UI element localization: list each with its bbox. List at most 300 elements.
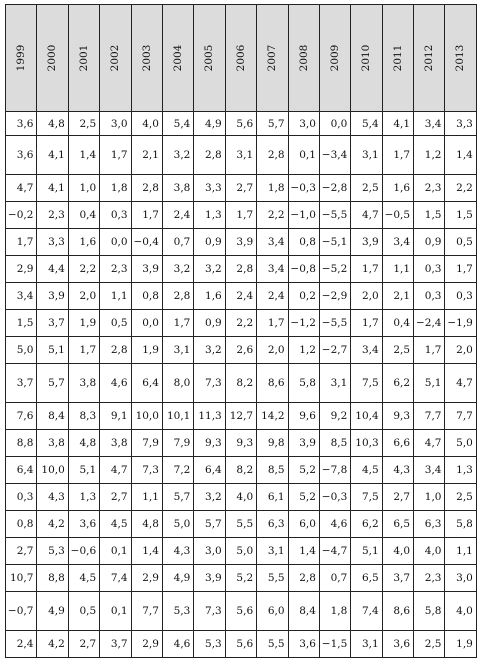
table-cell: 5,2 xyxy=(288,484,319,511)
table-cell: 3,7 xyxy=(6,364,37,403)
table-cell: −2,8 xyxy=(319,175,350,202)
table-cell: 3,9 xyxy=(131,256,162,283)
table-cell: 6,2 xyxy=(351,511,382,538)
column-header-label: 2006 xyxy=(234,44,247,72)
table-cell: 0,4 xyxy=(68,202,99,229)
table-cell: 3,4 xyxy=(257,256,288,283)
table-cell: 2,1 xyxy=(131,136,162,175)
table-cell: 1,3 xyxy=(68,484,99,511)
table-cell: 0,8 xyxy=(288,229,319,256)
table-row xyxy=(6,256,477,283)
column-header xyxy=(6,5,37,112)
table-cell: 3,8 xyxy=(100,430,131,457)
table-cell: 6,5 xyxy=(382,511,413,538)
column-header-label: 2002 xyxy=(109,44,122,72)
table-cell: 0,3 xyxy=(414,283,445,310)
table-cell: 1,0 xyxy=(414,484,445,511)
table-cell: −0,8 xyxy=(288,256,319,283)
table-cell: 3,9 xyxy=(225,229,256,256)
table-body xyxy=(6,112,477,658)
table-cell: −5,1 xyxy=(319,229,350,256)
table-cell: 3,4 xyxy=(414,457,445,484)
table-cell: 0,3 xyxy=(445,283,476,310)
table-row xyxy=(6,364,477,403)
table-cell: 3,4 xyxy=(6,283,37,310)
table-cell: 8,8 xyxy=(6,430,37,457)
table-cell: −5,2 xyxy=(319,256,350,283)
table-cell: 1,3 xyxy=(194,202,225,229)
table-cell: 1,7 xyxy=(6,229,37,256)
table-cell: 14,2 xyxy=(257,403,288,430)
table-cell: 3,1 xyxy=(257,538,288,565)
table-cell: 8,4 xyxy=(37,403,68,430)
table-cell: 7,7 xyxy=(445,403,476,430)
table-cell: 1,7 xyxy=(100,136,131,175)
table-cell: −0,7 xyxy=(6,592,37,631)
table-row xyxy=(6,457,477,484)
table-cell: 1,8 xyxy=(100,175,131,202)
column-header-label: 2005 xyxy=(203,44,216,72)
table-cell: 0,0 xyxy=(100,229,131,256)
table-cell: 2,9 xyxy=(131,565,162,592)
table-cell: 1,9 xyxy=(445,631,476,658)
table-cell: 5,2 xyxy=(288,457,319,484)
table-cell: −7,8 xyxy=(319,457,350,484)
table-cell: 5,6 xyxy=(225,631,256,658)
table-cell: 0,9 xyxy=(414,229,445,256)
table-cell: 5,3 xyxy=(162,592,193,631)
table-cell: −0,3 xyxy=(319,484,350,511)
table-cell: 1,7 xyxy=(351,310,382,337)
column-header xyxy=(131,5,162,112)
table-cell: 4,0 xyxy=(225,484,256,511)
table-cell: −0,6 xyxy=(68,538,99,565)
table-cell: 5,5 xyxy=(257,565,288,592)
table-cell: 4,0 xyxy=(131,112,162,136)
table-cell: 2,8 xyxy=(257,136,288,175)
table-cell: 1,1 xyxy=(445,538,476,565)
table-cell: 7,7 xyxy=(414,403,445,430)
table-row xyxy=(6,310,477,337)
table-cell: 2,8 xyxy=(288,565,319,592)
table-cell: 3,3 xyxy=(37,229,68,256)
table-cell: 5,7 xyxy=(257,112,288,136)
table-cell: 6,4 xyxy=(131,364,162,403)
table-cell: 8,5 xyxy=(319,430,350,457)
table-cell: 0,7 xyxy=(162,229,193,256)
column-header xyxy=(414,5,445,112)
table-cell: 2,8 xyxy=(225,256,256,283)
table-cell: 3,0 xyxy=(445,565,476,592)
table-cell: 3,4 xyxy=(257,229,288,256)
table-cell: 3,1 xyxy=(162,337,193,364)
table-row xyxy=(6,511,477,538)
table-cell: 2,8 xyxy=(162,283,193,310)
table-cell: 7,5 xyxy=(351,364,382,403)
table-cell: 12,7 xyxy=(225,403,256,430)
table-cell: 2,6 xyxy=(225,337,256,364)
table-cell: 5,8 xyxy=(414,592,445,631)
table-cell: 1,4 xyxy=(288,538,319,565)
table-cell: 0,9 xyxy=(194,229,225,256)
table-cell: 3,3 xyxy=(445,112,476,136)
table-cell: 4,7 xyxy=(445,364,476,403)
table-cell: 4,2 xyxy=(37,511,68,538)
table-cell: −1,2 xyxy=(288,310,319,337)
column-header-label: 2003 xyxy=(140,44,153,72)
table-cell: 3,0 xyxy=(194,538,225,565)
table-cell: 2,0 xyxy=(257,337,288,364)
table-cell: 10,4 xyxy=(351,403,382,430)
table-cell: 6,3 xyxy=(257,511,288,538)
table-cell: 2,0 xyxy=(445,337,476,364)
header-row xyxy=(6,5,477,112)
table-cell: 10,0 xyxy=(37,457,68,484)
table-cell: 2,4 xyxy=(257,283,288,310)
table-cell: 3,1 xyxy=(225,136,256,175)
table-cell: 4,5 xyxy=(351,457,382,484)
table-cell: 0,5 xyxy=(100,310,131,337)
table-cell: 3,0 xyxy=(100,112,131,136)
table-cell: 8,0 xyxy=(162,364,193,403)
table-cell: 4,7 xyxy=(100,457,131,484)
table-cell: 5,3 xyxy=(194,631,225,658)
table-cell: 4,0 xyxy=(414,538,445,565)
table-cell: 7,3 xyxy=(131,457,162,484)
column-header-label: 2004 xyxy=(172,44,185,72)
table-cell: −1,9 xyxy=(445,310,476,337)
table-cell: 7,4 xyxy=(351,592,382,631)
table-row xyxy=(6,484,477,511)
table-cell: 2,8 xyxy=(100,337,131,364)
table-cell: 2,2 xyxy=(257,202,288,229)
table-cell: 5,1 xyxy=(68,457,99,484)
table-cell: 0,7 xyxy=(319,565,350,592)
table-cell: 2,3 xyxy=(37,202,68,229)
table-cell: 1,5 xyxy=(414,202,445,229)
table-cell: 4,3 xyxy=(162,538,193,565)
table-cell: 3,4 xyxy=(382,229,413,256)
table-row xyxy=(6,175,477,202)
table-cell: 6,2 xyxy=(382,364,413,403)
column-header-label: 2007 xyxy=(266,44,279,72)
table-cell: 7,9 xyxy=(162,430,193,457)
table-cell: 1,9 xyxy=(131,337,162,364)
table-cell: 4,6 xyxy=(162,631,193,658)
table-cell: 0,1 xyxy=(100,592,131,631)
data-table-container xyxy=(5,4,477,658)
table-cell: 8,2 xyxy=(225,364,256,403)
table-cell: 5,1 xyxy=(351,538,382,565)
table-cell: 3,6 xyxy=(382,631,413,658)
table-cell: −4,7 xyxy=(319,538,350,565)
table-cell: 2,8 xyxy=(131,175,162,202)
table-cell: 3,7 xyxy=(100,631,131,658)
table-cell: 2,5 xyxy=(68,112,99,136)
table-cell: 4,3 xyxy=(37,484,68,511)
table-cell: 1,6 xyxy=(382,175,413,202)
table-cell: 7,5 xyxy=(351,484,382,511)
table-cell: 1,6 xyxy=(194,283,225,310)
table-cell: 1,4 xyxy=(445,136,476,175)
table-header xyxy=(6,5,477,112)
table-cell: 4,1 xyxy=(382,112,413,136)
table-cell: 5,1 xyxy=(414,364,445,403)
table-cell: 1,3 xyxy=(445,457,476,484)
table-cell: 4,4 xyxy=(37,256,68,283)
table-cell: 5,0 xyxy=(225,538,256,565)
table-cell: 1,1 xyxy=(100,283,131,310)
table-cell: 3,9 xyxy=(37,283,68,310)
table-cell: 0,3 xyxy=(100,202,131,229)
table-cell: 2,5 xyxy=(382,337,413,364)
table-cell: 4,5 xyxy=(68,565,99,592)
table-cell: 2,7 xyxy=(6,538,37,565)
table-cell: 0,9 xyxy=(194,310,225,337)
table-row xyxy=(6,592,477,631)
table-cell: 3,4 xyxy=(414,112,445,136)
table-cell: 4,1 xyxy=(37,175,68,202)
table-cell: 8,8 xyxy=(37,565,68,592)
table-cell: 6,3 xyxy=(414,511,445,538)
table-cell: −5,5 xyxy=(319,310,350,337)
table-cell: 2,0 xyxy=(351,283,382,310)
table-cell: 8,6 xyxy=(257,364,288,403)
column-header xyxy=(288,5,319,112)
table-cell: 5,0 xyxy=(162,511,193,538)
table-row xyxy=(6,631,477,658)
table-cell: 6,0 xyxy=(288,511,319,538)
table-row xyxy=(6,136,477,175)
table-cell: 5,6 xyxy=(225,592,256,631)
table-cell: 0,0 xyxy=(131,310,162,337)
table-cell: −0,3 xyxy=(288,175,319,202)
table-cell: 4,7 xyxy=(351,202,382,229)
table-cell: 2,8 xyxy=(194,136,225,175)
table-cell: 1,2 xyxy=(288,337,319,364)
table-cell: 1,9 xyxy=(68,310,99,337)
column-header xyxy=(257,5,288,112)
table-cell: 8,4 xyxy=(288,592,319,631)
table-cell: 3,4 xyxy=(351,337,382,364)
table-cell: 3,9 xyxy=(288,430,319,457)
table-cell: 3,2 xyxy=(194,337,225,364)
table-cell: 1,8 xyxy=(257,175,288,202)
table-cell: 2,4 xyxy=(225,283,256,310)
column-header-label: 2008 xyxy=(297,44,310,72)
table-cell: 1,4 xyxy=(68,136,99,175)
table-cell: 2,1 xyxy=(382,283,413,310)
table-cell: 5,7 xyxy=(194,511,225,538)
data-table xyxy=(5,4,477,658)
table-cell: −2,7 xyxy=(319,337,350,364)
table-cell: 2,9 xyxy=(6,256,37,283)
table-cell: 2,4 xyxy=(6,631,37,658)
table-cell: 5,2 xyxy=(225,565,256,592)
table-cell: 3,8 xyxy=(162,175,193,202)
table-cell: 6,0 xyxy=(257,592,288,631)
column-header-label: 2012 xyxy=(423,44,436,72)
table-cell: 1,5 xyxy=(6,310,37,337)
table-cell: 5,0 xyxy=(445,430,476,457)
table-cell: 0,5 xyxy=(68,592,99,631)
table-cell: 1,4 xyxy=(131,538,162,565)
table-cell: 5,7 xyxy=(37,364,68,403)
table-cell: 3,7 xyxy=(382,565,413,592)
table-cell: 6,4 xyxy=(194,457,225,484)
table-cell: 1,2 xyxy=(414,136,445,175)
table-cell: 0,4 xyxy=(382,310,413,337)
table-cell: 3,8 xyxy=(68,364,99,403)
table-row xyxy=(6,283,477,310)
table-cell: 3,0 xyxy=(288,112,319,136)
table-cell: 8,3 xyxy=(68,403,99,430)
table-cell: 5,6 xyxy=(225,112,256,136)
table-cell: 4,9 xyxy=(37,592,68,631)
table-cell: 0,5 xyxy=(445,229,476,256)
table-cell: 9,8 xyxy=(257,430,288,457)
table-cell: 7,6 xyxy=(6,403,37,430)
column-header xyxy=(319,5,350,112)
table-row xyxy=(6,229,477,256)
table-cell: 3,7 xyxy=(37,310,68,337)
table-cell: 2,7 xyxy=(100,484,131,511)
table-cell: 3,6 xyxy=(68,511,99,538)
table-cell: 5,3 xyxy=(37,538,68,565)
table-cell: −0,4 xyxy=(131,229,162,256)
column-header-label: 2013 xyxy=(454,44,467,72)
table-cell: 5,0 xyxy=(6,337,37,364)
table-cell: 3,9 xyxy=(351,229,382,256)
column-header xyxy=(351,5,382,112)
table-cell: −0,5 xyxy=(382,202,413,229)
table-cell: 9,3 xyxy=(194,430,225,457)
column-header-label: 2000 xyxy=(46,44,59,72)
table-cell: 4,9 xyxy=(162,565,193,592)
table-cell: 1,0 xyxy=(68,175,99,202)
column-header-label: 2009 xyxy=(329,44,342,72)
table-row xyxy=(6,202,477,229)
table-row xyxy=(6,112,477,136)
table-cell: 6,5 xyxy=(351,565,382,592)
table-cell: 8,6 xyxy=(382,592,413,631)
table-cell: 4,6 xyxy=(319,511,350,538)
table-cell: 2,3 xyxy=(100,256,131,283)
table-cell: 4,0 xyxy=(382,538,413,565)
table-cell: 4,2 xyxy=(37,631,68,658)
table-cell: 3,1 xyxy=(351,631,382,658)
table-cell: 3,8 xyxy=(37,430,68,457)
table-cell: 3,3 xyxy=(194,175,225,202)
table-cell: 4,9 xyxy=(194,112,225,136)
table-cell: 2,7 xyxy=(382,484,413,511)
table-cell: 2,0 xyxy=(68,283,99,310)
table-cell: 2,9 xyxy=(131,631,162,658)
table-cell: 1,7 xyxy=(414,337,445,364)
table-cell: 1,1 xyxy=(382,256,413,283)
table-cell: 7,3 xyxy=(194,592,225,631)
table-cell: 0,8 xyxy=(6,511,37,538)
table-cell: 1,6 xyxy=(68,229,99,256)
table-cell: 2,3 xyxy=(414,565,445,592)
table-cell: 10,0 xyxy=(131,403,162,430)
column-header xyxy=(225,5,256,112)
table-cell: 10,1 xyxy=(162,403,193,430)
table-cell: 1,7 xyxy=(225,202,256,229)
table-cell: 3,6 xyxy=(288,631,319,658)
table-cell: 0,8 xyxy=(131,283,162,310)
table-cell: 0,2 xyxy=(288,283,319,310)
table-cell: 3,1 xyxy=(351,136,382,175)
column-header xyxy=(37,5,68,112)
table-cell: −2,4 xyxy=(414,310,445,337)
table-cell: 4,7 xyxy=(6,175,37,202)
table-cell: 9,3 xyxy=(382,403,413,430)
table-cell: 3,6 xyxy=(6,136,37,175)
table-cell: 5,4 xyxy=(162,112,193,136)
table-cell: 2,2 xyxy=(225,310,256,337)
column-header-label: 2011 xyxy=(391,44,404,72)
table-cell: 8,5 xyxy=(257,457,288,484)
table-cell: 8,2 xyxy=(225,457,256,484)
table-cell: 7,9 xyxy=(131,430,162,457)
table-cell: 5,1 xyxy=(37,337,68,364)
table-cell: 4,0 xyxy=(445,592,476,631)
table-cell: 9,2 xyxy=(319,403,350,430)
table-cell: −5,5 xyxy=(319,202,350,229)
table-cell: 4,3 xyxy=(382,457,413,484)
table-cell: 7,7 xyxy=(131,592,162,631)
table-cell: 2,7 xyxy=(68,631,99,658)
table-cell: 5,8 xyxy=(288,364,319,403)
table-row xyxy=(6,403,477,430)
table-cell: 2,5 xyxy=(414,631,445,658)
table-cell: 4,8 xyxy=(68,430,99,457)
table-cell: 4,8 xyxy=(37,112,68,136)
table-cell: 2,4 xyxy=(162,202,193,229)
table-cell: −1,5 xyxy=(319,631,350,658)
table-cell: 5,7 xyxy=(162,484,193,511)
column-header xyxy=(445,5,476,112)
table-cell: 0,3 xyxy=(6,484,37,511)
table-cell: 1,7 xyxy=(68,337,99,364)
column-header xyxy=(100,5,131,112)
table-cell: 5,8 xyxy=(445,511,476,538)
table-row xyxy=(6,565,477,592)
table-cell: 9,6 xyxy=(288,403,319,430)
table-cell: −1,0 xyxy=(288,202,319,229)
table-cell: 2,7 xyxy=(225,175,256,202)
table-cell: −0,2 xyxy=(6,202,37,229)
table-cell: 6,4 xyxy=(6,457,37,484)
table-cell: 1,7 xyxy=(351,256,382,283)
column-header-label: 2001 xyxy=(77,44,90,72)
table-row xyxy=(6,538,477,565)
table-cell: 3,6 xyxy=(6,112,37,136)
table-row xyxy=(6,337,477,364)
table-cell: 7,2 xyxy=(162,457,193,484)
table-cell: 11,3 xyxy=(194,403,225,430)
table-cell: 9,3 xyxy=(225,430,256,457)
table-cell: 4,1 xyxy=(37,136,68,175)
table-cell: 1,7 xyxy=(445,256,476,283)
table-cell: 5,5 xyxy=(257,631,288,658)
table-cell: 1,7 xyxy=(382,136,413,175)
table-cell: 1,7 xyxy=(257,310,288,337)
table-cell: 3,9 xyxy=(194,565,225,592)
table-row xyxy=(6,430,477,457)
table-cell: 3,2 xyxy=(162,136,193,175)
